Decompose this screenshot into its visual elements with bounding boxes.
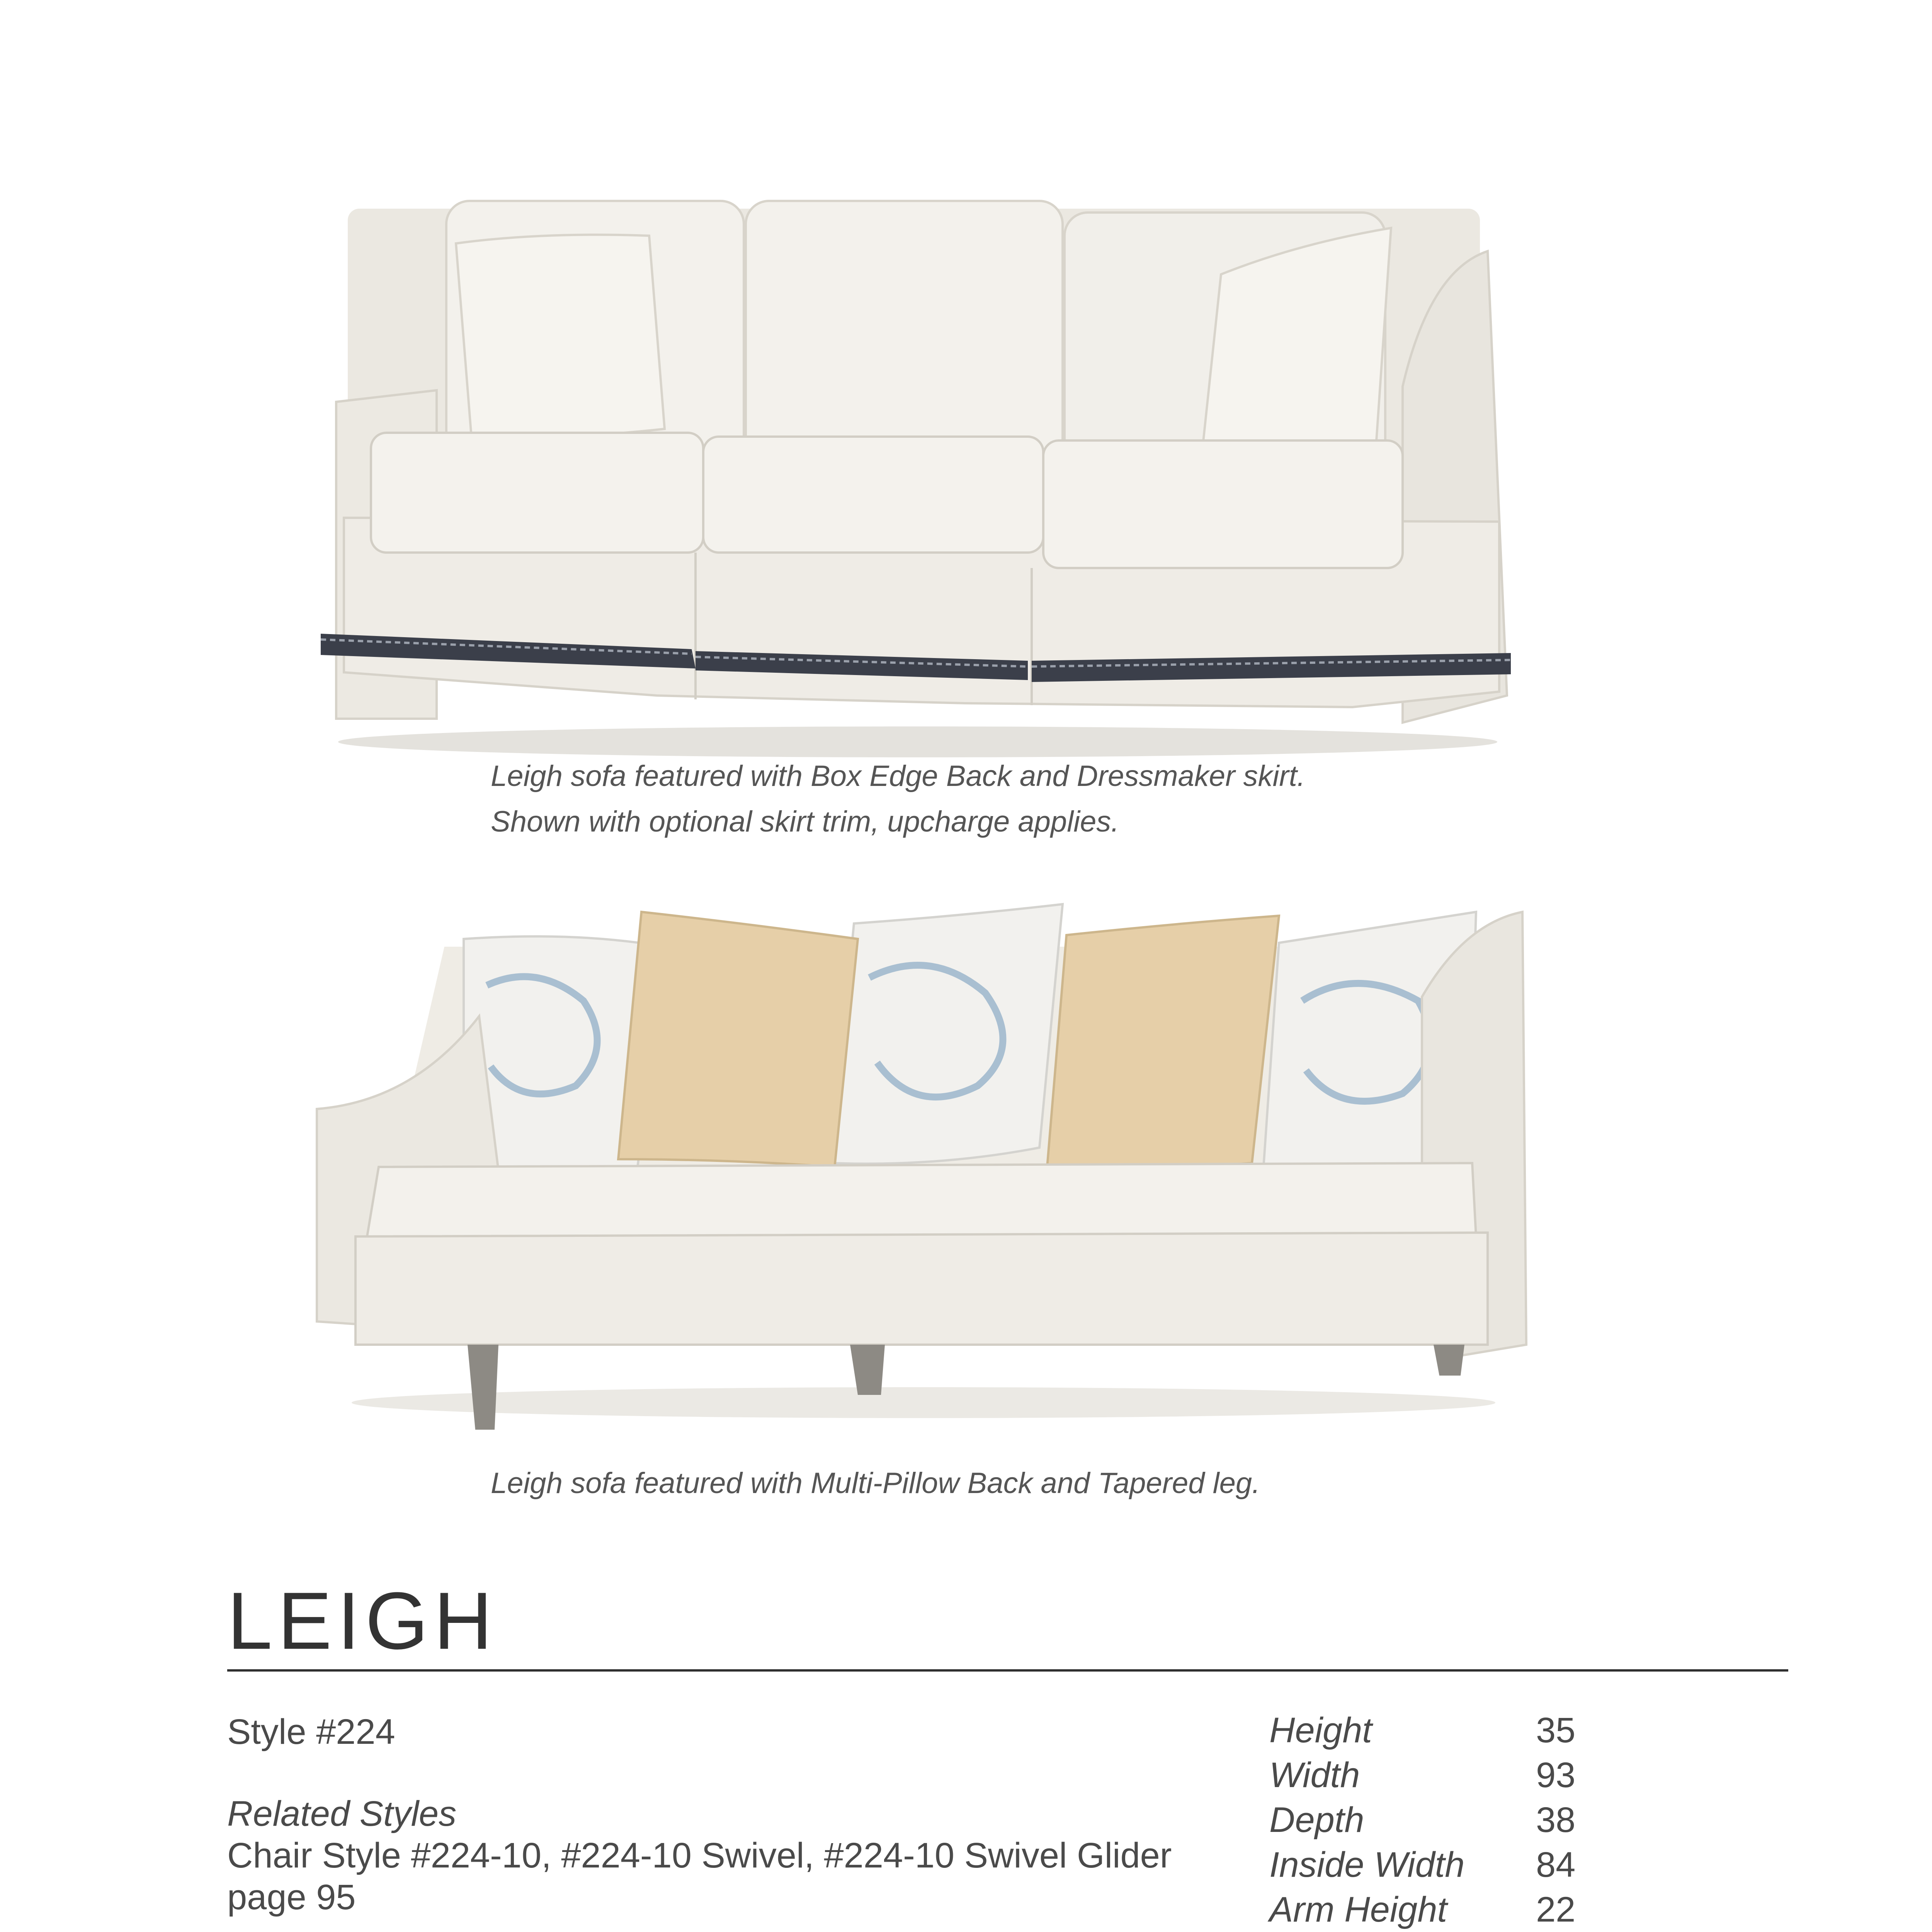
caption-line: Leigh sofa featured with Multi-Pillow Back and Tapered leg. <box>491 1467 1260 1500</box>
related-styles-list: Chair Style #224-10, #224-10 Swivel, #224-10 Swivel Glider <box>227 1836 1172 1875</box>
dimension-label: Depth <box>1269 1800 1364 1840</box>
caption-sofa-box-edge <box>491 753 1305 845</box>
caption-line: Shown with optional skirt trim, upcharge applies. <box>491 805 1119 838</box>
related-styles-heading: Related Styles <box>227 1794 457 1833</box>
dimension-label: Inside Width <box>1269 1845 1465 1884</box>
dimension-label: Arm Height <box>1269 1889 1447 1929</box>
dimension-value: 35 <box>1536 1710 1576 1750</box>
dimension-row <box>1269 1798 1575 1842</box>
sofa-photo-multi-pillow <box>305 900 1542 1437</box>
caption-line: Leigh sofa featured with Box Edge Back and Dressmaker skirt. <box>491 760 1305 793</box>
sofa-illustration <box>309 185 1526 757</box>
dimension-row <box>1269 1842 1575 1887</box>
dimension-value: 22 <box>1536 1889 1576 1929</box>
related-styles-page: page 95 <box>227 1878 356 1917</box>
dimension-row <box>1269 1887 1575 1932</box>
dimensions-table <box>1269 1708 1575 1932</box>
dimension-value: 38 <box>1536 1800 1576 1840</box>
dimension-value: 93 <box>1536 1755 1576 1795</box>
dimension-label: Height <box>1269 1710 1372 1750</box>
dimension-value: 84 <box>1536 1845 1576 1884</box>
dimension-row <box>1269 1708 1575 1753</box>
dimension-label: Width <box>1269 1755 1360 1795</box>
title-divider <box>227 1669 1788 1672</box>
sofa-illustration <box>305 900 1542 1437</box>
caption-sofa-multi-pillow <box>491 1461 1260 1506</box>
sofa-photo-box-edge <box>309 185 1526 757</box>
dimension-row <box>1269 1753 1575 1798</box>
product-title: LEIGH <box>227 1575 498 1666</box>
style-number: Style #224 <box>227 1712 395 1752</box>
